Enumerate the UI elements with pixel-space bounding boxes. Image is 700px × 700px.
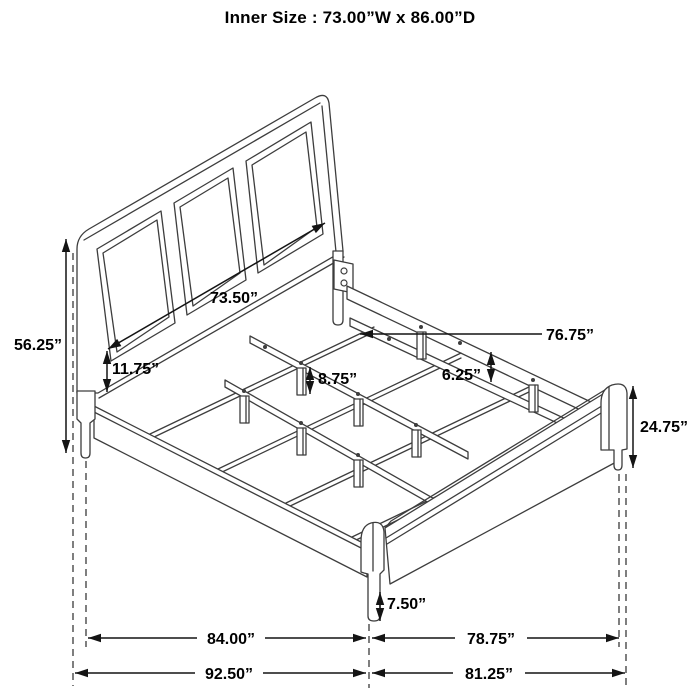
headboard [77, 95, 353, 398]
dim-label-rail-drop: 11.75” [112, 361, 160, 378]
support-leg [354, 460, 363, 487]
dim-label-slat-rail-length: 76.75” [546, 327, 595, 344]
figure-title: Inner Size : 73.00”W x 86.00”D [224, 8, 476, 27]
dim-label-rail-gap: 6.25” [441, 367, 481, 384]
front-side-rail [94, 406, 367, 577]
support-leg [297, 428, 306, 455]
far-side-rail [347, 286, 612, 425]
dim-label-headboard-width: 73.50” [209, 290, 259, 307]
footboard-panel [385, 394, 618, 584]
support-leg [354, 399, 363, 426]
support-leg [412, 430, 421, 457]
dim-label-headboard-height: 56.25” [13, 337, 62, 354]
dim-label-overall-depth: 92.50” [204, 666, 254, 683]
dim-label-footboard-height: 24.75” [640, 419, 689, 436]
dim-label-slat-leg: 8.75” [318, 371, 358, 388]
dim-label-foot-inner-width: 78.75” [466, 631, 516, 648]
support-leg [297, 368, 306, 395]
support-leg [240, 396, 249, 423]
slat-rail-mid [250, 336, 468, 459]
dim-label-footboard-leg: 7.50” [387, 596, 427, 613]
dim-label-inner-depth: 84.00” [206, 631, 256, 648]
dim-label-overall-width: 81.25” [464, 666, 514, 683]
headboard-left-leg [77, 391, 95, 458]
support-leg [417, 332, 426, 359]
support-leg [529, 385, 538, 412]
